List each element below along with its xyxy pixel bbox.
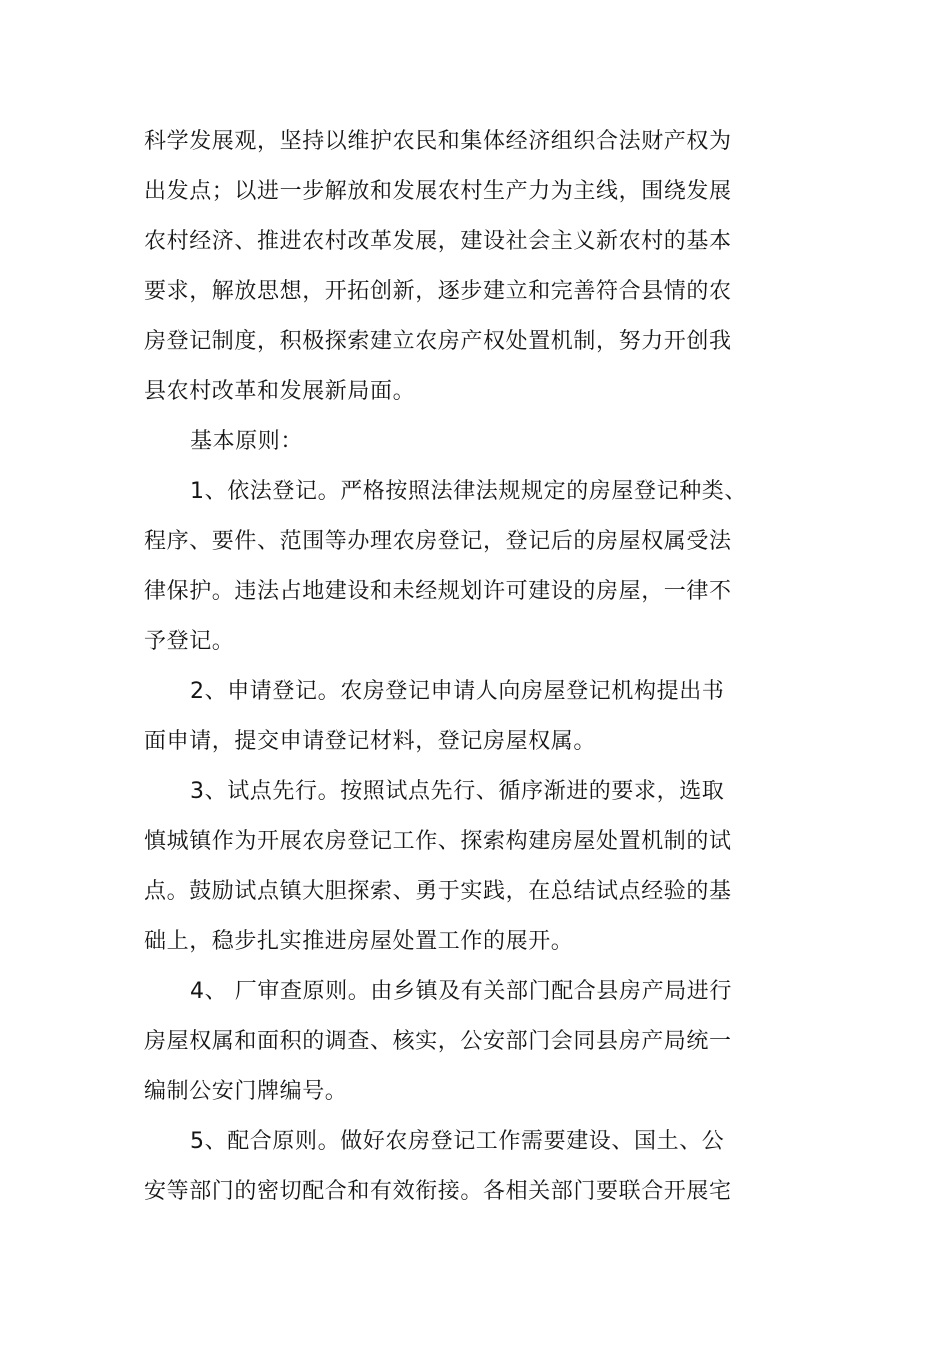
body-line: 点。鼓励试点镇大胆探索、勇于实践，在总结试点经验的基 — [144, 879, 732, 904]
body-line: 县农村改革和发展新局面。 — [144, 379, 416, 404]
section-heading: 基本原则： — [190, 429, 304, 454]
body-line: 予登记。 — [144, 629, 235, 654]
body-line: 律保护。违法占地建设和未经规划许可建设的房屋，一律不 — [144, 579, 732, 604]
body-line: 房屋权属和面积的调查、核实，公安部门会同县房产局统一 — [144, 1029, 732, 1054]
principle-item-4: 4、 厂审查原则。由乡镇及有关部门配合县房产局进行 — [190, 979, 732, 1004]
body-line: 房登记制度，积极探索建立农房产权处置机制，努力开创我 — [144, 329, 732, 354]
body-line: 科学发展观，坚持以维护农民和集体经济组织合法财产权为 — [144, 129, 732, 154]
body-line: 慎城镇作为开展农房登记工作、探索构建房屋处置机制的试 — [144, 829, 732, 854]
body-line: 要求，解放思想，开拓创新，逐步建立和完善符合县情的农 — [144, 279, 732, 304]
body-line: 农村经济、推进农村改革发展，建设社会主义新农村的基本 — [144, 229, 732, 254]
body-line: 出发点；以进一步解放和发展农村生产力为主线，围绕发展 — [144, 179, 732, 204]
body-line: 础上，稳步扎实推进房屋处置工作的展开。 — [144, 929, 574, 954]
principle-item-1: 1、依法登记。严格按照法律法规规定的房屋登记种类、 — [190, 479, 747, 504]
principle-item-5: 5、配合原则。做好农房登记工作需要建设、国土、公 — [190, 1129, 725, 1154]
body-line: 面申请，提交申请登记材料，登记房屋权属。 — [144, 729, 597, 754]
body-line: 编制公安门牌编号。 — [144, 1079, 348, 1104]
principle-item-2: 2、申请登记。农房登记申请人向房屋登记机构提出书 — [190, 679, 725, 704]
body-line: 程序、要件、范围等办理农房登记，登记后的房屋权属受法 — [144, 529, 732, 554]
principle-item-3: 3、试点先行。按照试点先行、循序渐进的要求，选取 — [190, 779, 725, 804]
body-line: 安等部门的密切配合和有效衔接。各相关部门要联合开展宅 — [144, 1179, 732, 1204]
